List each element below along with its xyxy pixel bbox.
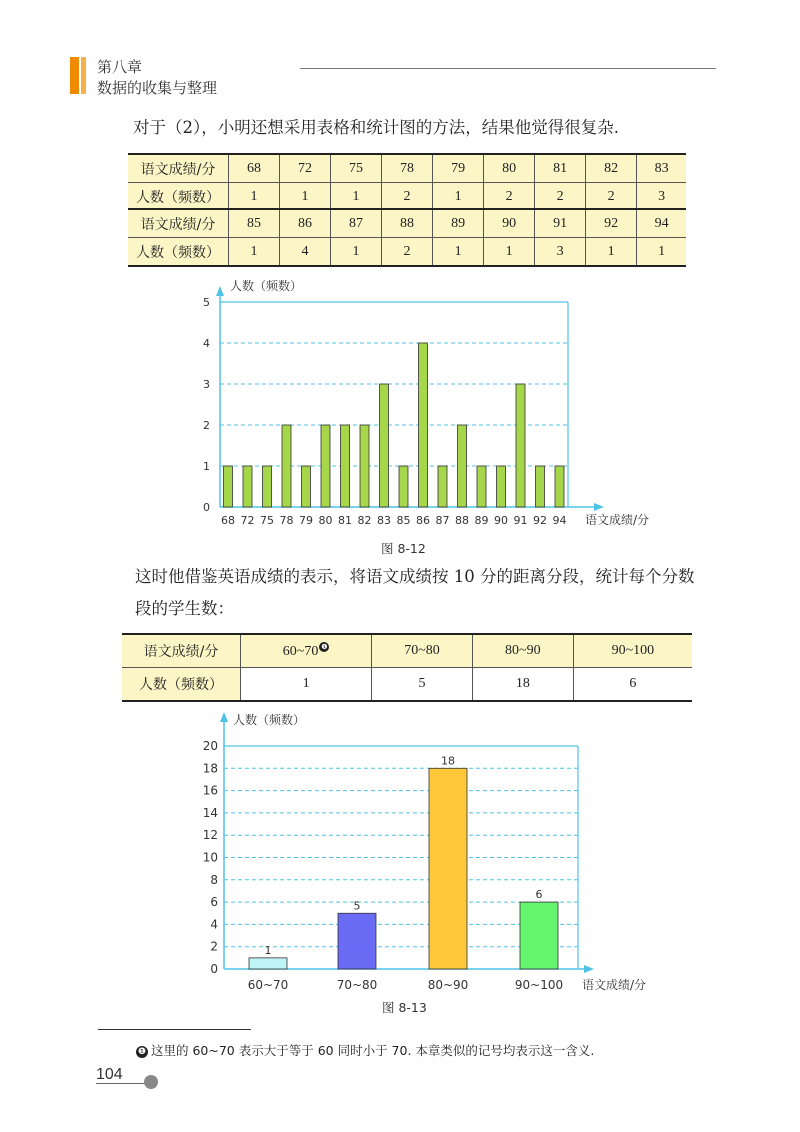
x-tick-label: 85 [396,514,411,527]
range-cell: 70~80 [372,634,473,668]
x-tick-label: 90 [494,514,508,527]
page-dot [144,1075,158,1089]
y-tick-label: 20 [202,739,218,753]
score-cell: 82 [586,154,637,183]
range-table [122,633,692,702]
x-tick-label: 72 [240,514,255,527]
x-tick-label: 81 [338,514,352,527]
score-cell: 86 [280,209,331,238]
range-cell [241,634,372,668]
chapter-subtitle: 数据的收集与整理 [97,79,218,97]
count-cell: 1 [229,183,280,212]
count-cell: 1 [241,668,372,702]
x-tick-label: 89 [474,514,489,527]
y-tick-label: 8 [210,872,218,887]
bar [249,958,287,969]
bar [321,425,330,507]
score-cell: 68 [229,154,280,183]
score-cell: 83 [637,154,686,183]
bar [360,425,369,507]
y-axis-label: 人数（频数） [233,713,306,727]
bar [224,466,233,507]
x-tick-label: 92 [533,514,547,527]
count-row [128,238,686,267]
score-cell: 87 [331,209,382,238]
bar [536,466,545,507]
x-axis-arrow [594,503,604,511]
score-cell: 85 [229,209,280,238]
bar [341,425,350,507]
x-tick-label: 87 [435,514,450,527]
y-tick-label: 1 [203,460,210,473]
count-cell: 2 [484,183,535,212]
y-tick-label: 0 [203,501,210,514]
count-cell: 18 [472,668,573,702]
y-tick-label: 0 [210,962,218,976]
footnote-marker: ❶ [137,1047,147,1057]
count-cell: 1 [433,238,484,267]
bar [497,466,506,507]
x-tick-label: 60~70 [247,978,289,992]
bar [438,466,447,507]
x-tick-label: 86 [416,514,430,527]
score-cell: 75 [331,154,382,183]
x-axis-label: 语文成绩/分 [582,978,647,992]
y-tick-label: 18 [202,761,218,776]
footnote-marker: ❶ [321,643,328,651]
score-row [128,209,686,238]
count-cell: 1 [433,183,484,212]
count-cell: 3 [535,238,586,267]
x-tick-label: 90~100 [514,978,564,992]
footnote [136,1041,594,1059]
row-label-score: 语文成绩/分 [128,209,229,238]
score-table-part-1 [128,153,686,212]
count-cell: 2 [535,183,586,212]
y-tick-label: 4 [210,917,218,932]
bar [399,466,408,507]
score-cell: 92 [586,209,637,238]
row-label-count: 人数（频数） [122,668,241,702]
count-cell: 1 [229,238,280,267]
bar-chart-8-12 [190,278,670,533]
x-axis-arrow [584,965,594,973]
x-tick-label: 80~90 [427,978,469,992]
y-tick-label: 2 [210,939,218,954]
range-text: 60~70 [282,644,319,659]
score-row [128,154,686,183]
range-cell: 90~100 [573,634,692,668]
x-tick-label: 68 [221,514,235,527]
y-tick-label: 2 [203,419,210,432]
bar [419,343,428,507]
score-cell: 80 [484,154,535,183]
y-axis-label: 人数（频数） [230,279,303,293]
page-number-rule [96,1083,146,1084]
bar [477,466,486,507]
count-cell: 2 [382,238,433,267]
score-cell: 78 [382,154,433,183]
row-label-count: 人数（频数） [128,238,229,267]
count-cell: 1 [484,238,535,267]
x-axis-label: 语文成绩/分 [585,513,650,527]
header-rule [300,68,716,69]
score-cell: 89 [433,209,484,238]
count-cell: 2 [382,183,433,212]
y-tick-label: 16 [202,783,218,798]
score-cell: 79 [433,154,484,183]
count-cell: 2 [586,183,637,212]
chapter-accent-bar-light [81,57,86,94]
bar [429,768,467,969]
score-cell: 88 [382,209,433,238]
paragraph-2-text: 这时他借鉴英语成绩的表示，将语文成绩按 10 分的距离分段，统计每个分数段的学生数： [135,567,695,618]
range-cell: 80~90 [472,634,573,668]
score-table-part-2 [128,208,686,267]
count-cell: 1 [280,183,331,212]
score-cell: 72 [280,154,331,183]
y-tick-label: 5 [203,296,210,309]
bar [263,466,272,507]
figure-caption-8-12: 图 8-12 [381,541,426,556]
count-cell: 6 [573,668,692,702]
bar [458,425,467,507]
bar [380,384,389,507]
x-tick-label: 94 [552,514,567,527]
bar [302,466,311,507]
y-axis-arrow [220,712,228,722]
bar [243,466,252,507]
range-row [122,634,692,668]
data-label: 1 [264,943,272,957]
row-label-count: 人数（频数） [128,183,229,212]
score-cell: 91 [535,209,586,238]
score-cell: 90 [484,209,535,238]
x-tick-label: 82 [357,514,372,527]
y-axis-arrow [216,286,224,296]
data-label: 18 [441,754,455,768]
score-cell: 94 [637,209,686,238]
y-tick-label: 4 [203,337,210,350]
x-tick-label: 91 [513,514,528,527]
chapter-title: 第八章 [97,58,143,76]
x-tick-label: 88 [455,514,469,527]
x-tick-label: 75 [260,514,274,527]
bar-chart-8-13 [190,706,670,996]
bar [516,384,525,507]
footnote-text: 这里的 60~70 表示大于等于 60 同时小于 70. 本章类似的记号均表示这一含义. [151,1043,595,1058]
count-cell: 1 [586,238,637,267]
x-tick-label: 80 [318,514,333,527]
count-cell: 1 [637,238,686,267]
figure-caption-8-13: 图 8-13 [382,1000,427,1015]
x-tick-label: 70~80 [336,978,378,992]
chapter-accent-bar [70,57,79,94]
x-tick-label: 78 [279,514,294,527]
count-cell: 4 [280,238,331,267]
data-label: 5 [353,899,361,913]
bar [338,913,376,969]
x-tick-label: 79 [299,514,313,527]
bar [282,425,291,507]
y-tick-label: 6 [210,895,218,910]
data-label: 6 [535,888,543,902]
score-cell: 81 [535,154,586,183]
x-tick-label: 83 [377,514,391,527]
count-row [128,183,686,212]
count-row [122,668,692,702]
page-number: 104 [96,1066,123,1083]
count-cell: 1 [331,183,382,212]
footnote-rule [98,1029,251,1030]
count-cell: 1 [331,238,382,267]
row-label-score: 语文成绩/分 [122,634,241,668]
row-label-score: 语文成绩/分 [128,154,229,183]
bar [555,466,564,507]
count-cell: 3 [637,183,686,212]
y-tick-label: 14 [202,805,218,820]
count-cell: 5 [372,668,473,702]
y-tick-label: 10 [202,850,218,865]
paragraph-2 [105,561,705,625]
y-tick-label: 3 [203,378,210,391]
bar [520,902,558,969]
y-tick-label: 12 [202,828,218,843]
paragraph-1: 对于（2），小明还想采用表格和统计图的方法，结果他觉得很复杂. [133,118,619,137]
